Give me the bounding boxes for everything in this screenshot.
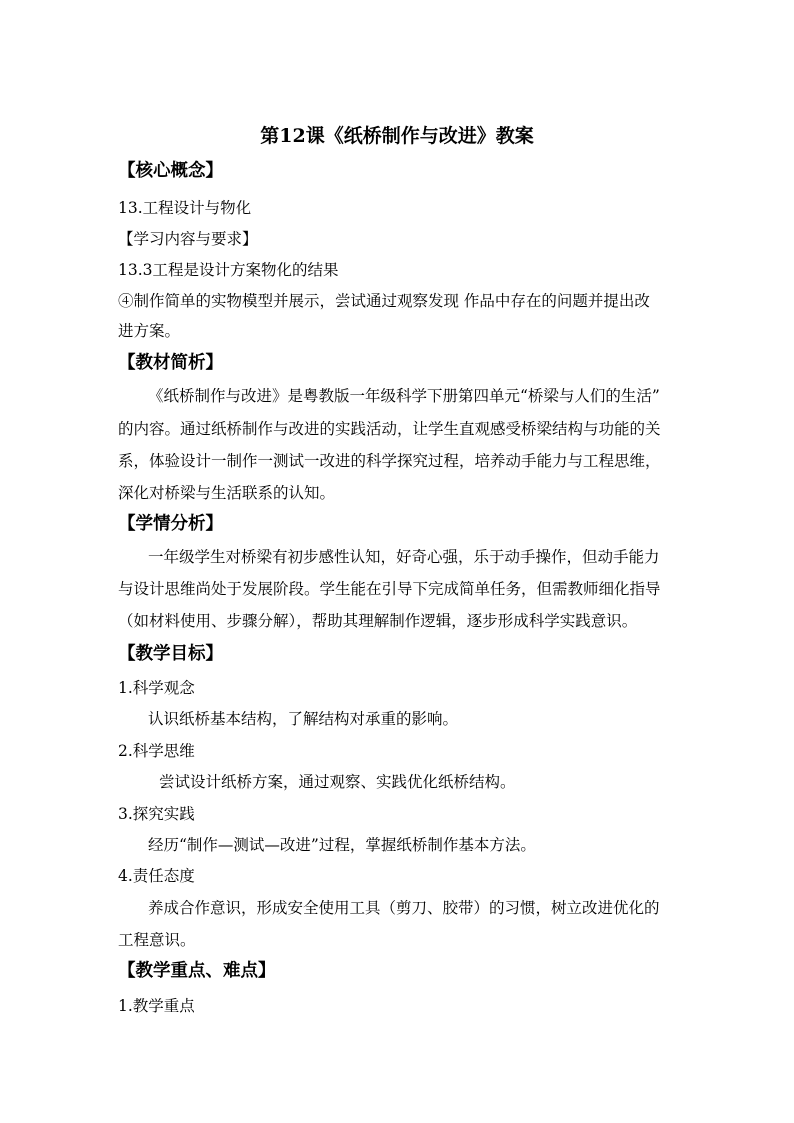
objective-text-continued: 工程意识。 [118,931,196,949]
textbook-analysis-line-1: 《纸桥制作与改进》是粤教版一年级科学下册第四单元“桥梁与人们的生活” [148,387,660,405]
heading-core-concept: 【核心概念】 [118,161,223,181]
textbook-analysis-line-4: 深化对桥梁与生活联系的认知。 [118,484,336,502]
textbook-analysis-line-3: 系，体验设计一制作一测试一改进的科学探究过程，培养动手能力与工程思维， [118,452,661,470]
student-analysis-line-1: 一年级学生对桥梁有初步感性认知，好奇心强，乐于动手操作，但动手能力 [148,548,660,566]
textbook-analysis-line-2: 的内容。通过纸桥制作与改进的实践活动，让学生直观感受桥梁结构与功能的关 [118,420,661,438]
objective-text: 经历“制作—测试—改进”过程，掌握纸桥制作基本方法。 [148,836,536,854]
objective-text: 认识纸桥基本结构，了解结构对承重的影响。 [148,710,459,728]
objective-label: 1.科学观念 [118,679,195,697]
heading-key-points: 【教学重点、难点】 [118,961,276,981]
core-concept-item: 13.工程设计与物化 [118,199,252,217]
heading-learning-content: 【学习内容与要求】 [118,230,258,248]
student-analysis-line-3: （如材料使用、步骤分解），帮助其理解制作逻辑，逐步形成科学实践意识。 [118,612,638,630]
heading-textbook-analysis: 【教材简析】 [118,353,223,373]
requirement-line-2: 进方案。 [118,322,181,340]
heading-objectives: 【教学目标】 [118,644,223,664]
objective-label: 3.探究实践 [118,805,195,823]
heading-student-analysis: 【学情分析】 [118,514,223,534]
objective-label: 4.责任态度 [118,867,195,885]
objective-label: 2.科学思维 [118,742,195,760]
requirement-line-1: ④制作简单的实物模型并展示，尝试通过观察发现 作品中存在的问题并提出改 [118,292,650,310]
learning-content-item: 13.3工程是设计方案物化的结果 [118,261,339,279]
key-points-item: 1.教学重点 [118,997,195,1015]
document-title: 第12课《纸桥制作与改进》教案 [260,125,534,147]
objective-text: 尝试设计纸桥方案，通过观察、实践优化纸桥结构。 [159,773,516,791]
student-analysis-line-2: 与设计思维尚处于发展阶段。学生能在引导下完成简单任务，但需教师细化指导 [118,580,661,598]
objective-text: 养成合作意识，形成安全使用工具（剪刀、胶带）的习惯，树立改进优化的 [148,899,660,917]
